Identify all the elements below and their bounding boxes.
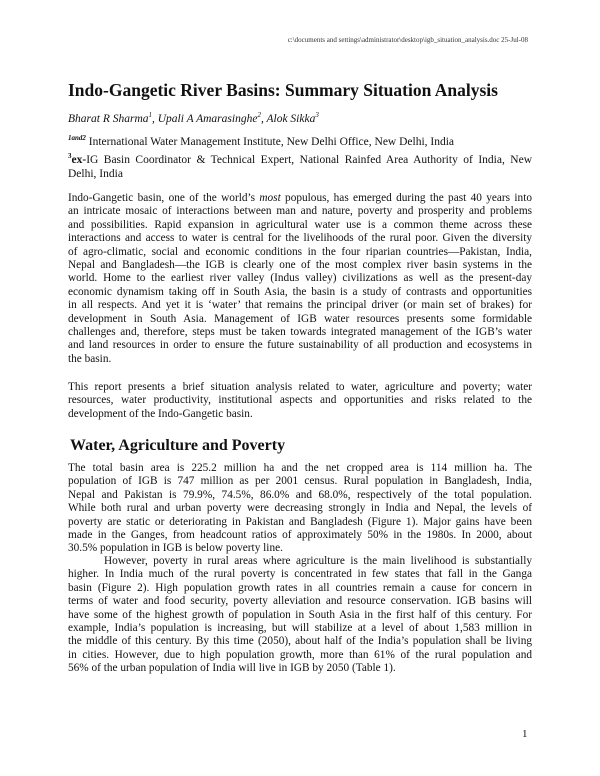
text-line: Nepal and Pakistan is 79.9%, 74.5%, 86.0% and 68.0%, respectively of the total population. [68,488,532,501]
text-line: development of the Indo-Gangetic basin. [68,407,253,420]
text-line: in cities. However, due to high population growth, more than 61% of the rural population and [68,648,532,661]
text-line: of agro-climatic, social and economic conditions in the four riparian countries—Pakistan, India, [68,245,532,258]
text-line: 56% of the urban population of India will live in IGB by 2050 (Table 1). [68,662,396,675]
text-line: The total basin area is 225.2 million ha and the net cropped area is 114 million ha. The [68,462,532,474]
author-sup: 1 [148,111,152,119]
text-line: basin (Figure 2). High population growth rates in all countries remain a cause for concern in [68,581,532,594]
text-line: challenges and, therefore, steps must be taken towards integrated management of the IGB’s water [68,325,532,338]
affiliation-text: IG Basin Coordinator & Technical Expert, National Rainfed Area Authority of India, New Delhi, India [68,153,532,180]
text-line: the basin. [68,352,112,365]
document-path-header: c:\documents and settings\administrator\desktop\igb_situation_analysis.doc 25-Jul-08 [287,36,528,44]
text-line: terms of water and food security, poverty alleviation and resource conservation. IGB basins will [68,595,532,608]
text-line: and possibilities. Rapid expansion in agricultural water use is a common theme across these [68,218,532,231]
affiliation-sup: 3 [68,152,72,160]
text-line: Indo-Gangetic basin, one of the world’s most populous, has emerged during the past 40 years into [68,192,532,204]
affiliation-sup: 1and2 [68,134,86,142]
text-line: development in South Asia. Management of IGB water resources presents some formidable [68,312,532,325]
text-line: in all respects. And yet it is ‘water’ that remains the principal driver (or main set of brakes) for [68,299,532,312]
section-heading: Water, Agriculture and Poverty [70,437,286,454]
text-line: population of IGB is 747 million as per 2001 census. Rural population in Bangladesh, India, [68,475,532,488]
affiliation-prefix: ex- [71,153,87,166]
text-line: an intricate mosaic of interactions between man and nature, poverty and prosperity and problems [68,205,532,218]
text-line: This report presents a brief situation analysis related to water, agriculture and poverty; water [68,381,532,393]
text-line: However, poverty in rural areas where agriculture is the main livelihood is substantially [104,555,532,567]
text-line: poverty are static or deteriorating in Pakistan and Bangladesh (Figure 1). Major gains have been [68,515,532,528]
paragraph-intro [68,192,532,366]
author-sup: 3 [315,111,319,119]
author-sup: 2 [257,111,261,119]
paragraph-rural-poverty [68,555,532,676]
text-line: and land resources in order to ensure the future sustainability of all production and ecosystems in [68,339,532,352]
text-line: economic dynamism taking off in South Asia, the basin is a study of contrasts and opportunities [68,285,532,298]
author-name: Upali A Amarasinghe [157,112,258,125]
affiliation-2 [68,149,532,181]
text-line: While both rural and urban poverty were decreasing strongly in India and Nepal, the levels of [68,502,532,515]
paragraph-basin-stats [68,462,532,556]
text-line: interactions and access to water is central for the livelihoods of the rural poor. Given the diversity [68,232,532,245]
text-line: have some of the highest growth of population in South Asia in the first half of this century. For [68,608,532,621]
authors-line: Bharat R Sharma$^1$, Upali A Amarasinghe$^2$, Alok Sikka$^3$ [68,111,319,125]
text-line: 30.5% population in IGB is below poverty line. [68,542,283,555]
text-line: example, India’s population is increasing, but will stabilize at a level of about 1,583 million in [68,621,532,634]
author-name: Bharat R Sharma [68,112,149,125]
affiliation-text: International Water Management Institute, New Delhi Office, New Delhi, India [88,135,455,148]
affiliation-1 [68,131,532,149]
page-number: 1 [522,728,528,740]
text-line: resources, water productivity, institutional aspects and opportunities and risks related to the [68,394,532,407]
text-line: Nepal and Bangladesh—the IGB is clearly one of the most complex river basin systems in the [68,258,532,271]
text-line: higher. In India much of the rural poverty is concentrated in few states that fall in the Ganga [68,568,532,581]
text-line: world. Home to the earliest river valley (Indus valley) civilizations as well as the present-day [68,272,532,285]
text-line: made in the Ganges, from headcount ratios of approximately 50% in the 1980s. In 2000, about [68,528,532,541]
document-title: Indo-Gangetic River Basins: Summary Situation Analysis [68,80,498,100]
text-line: the middle of this century. By this time (2050), about half of the India’s population shall be living [68,635,532,648]
author-name: Alok Sikka [266,112,316,125]
paragraph-report-scope [68,381,532,421]
